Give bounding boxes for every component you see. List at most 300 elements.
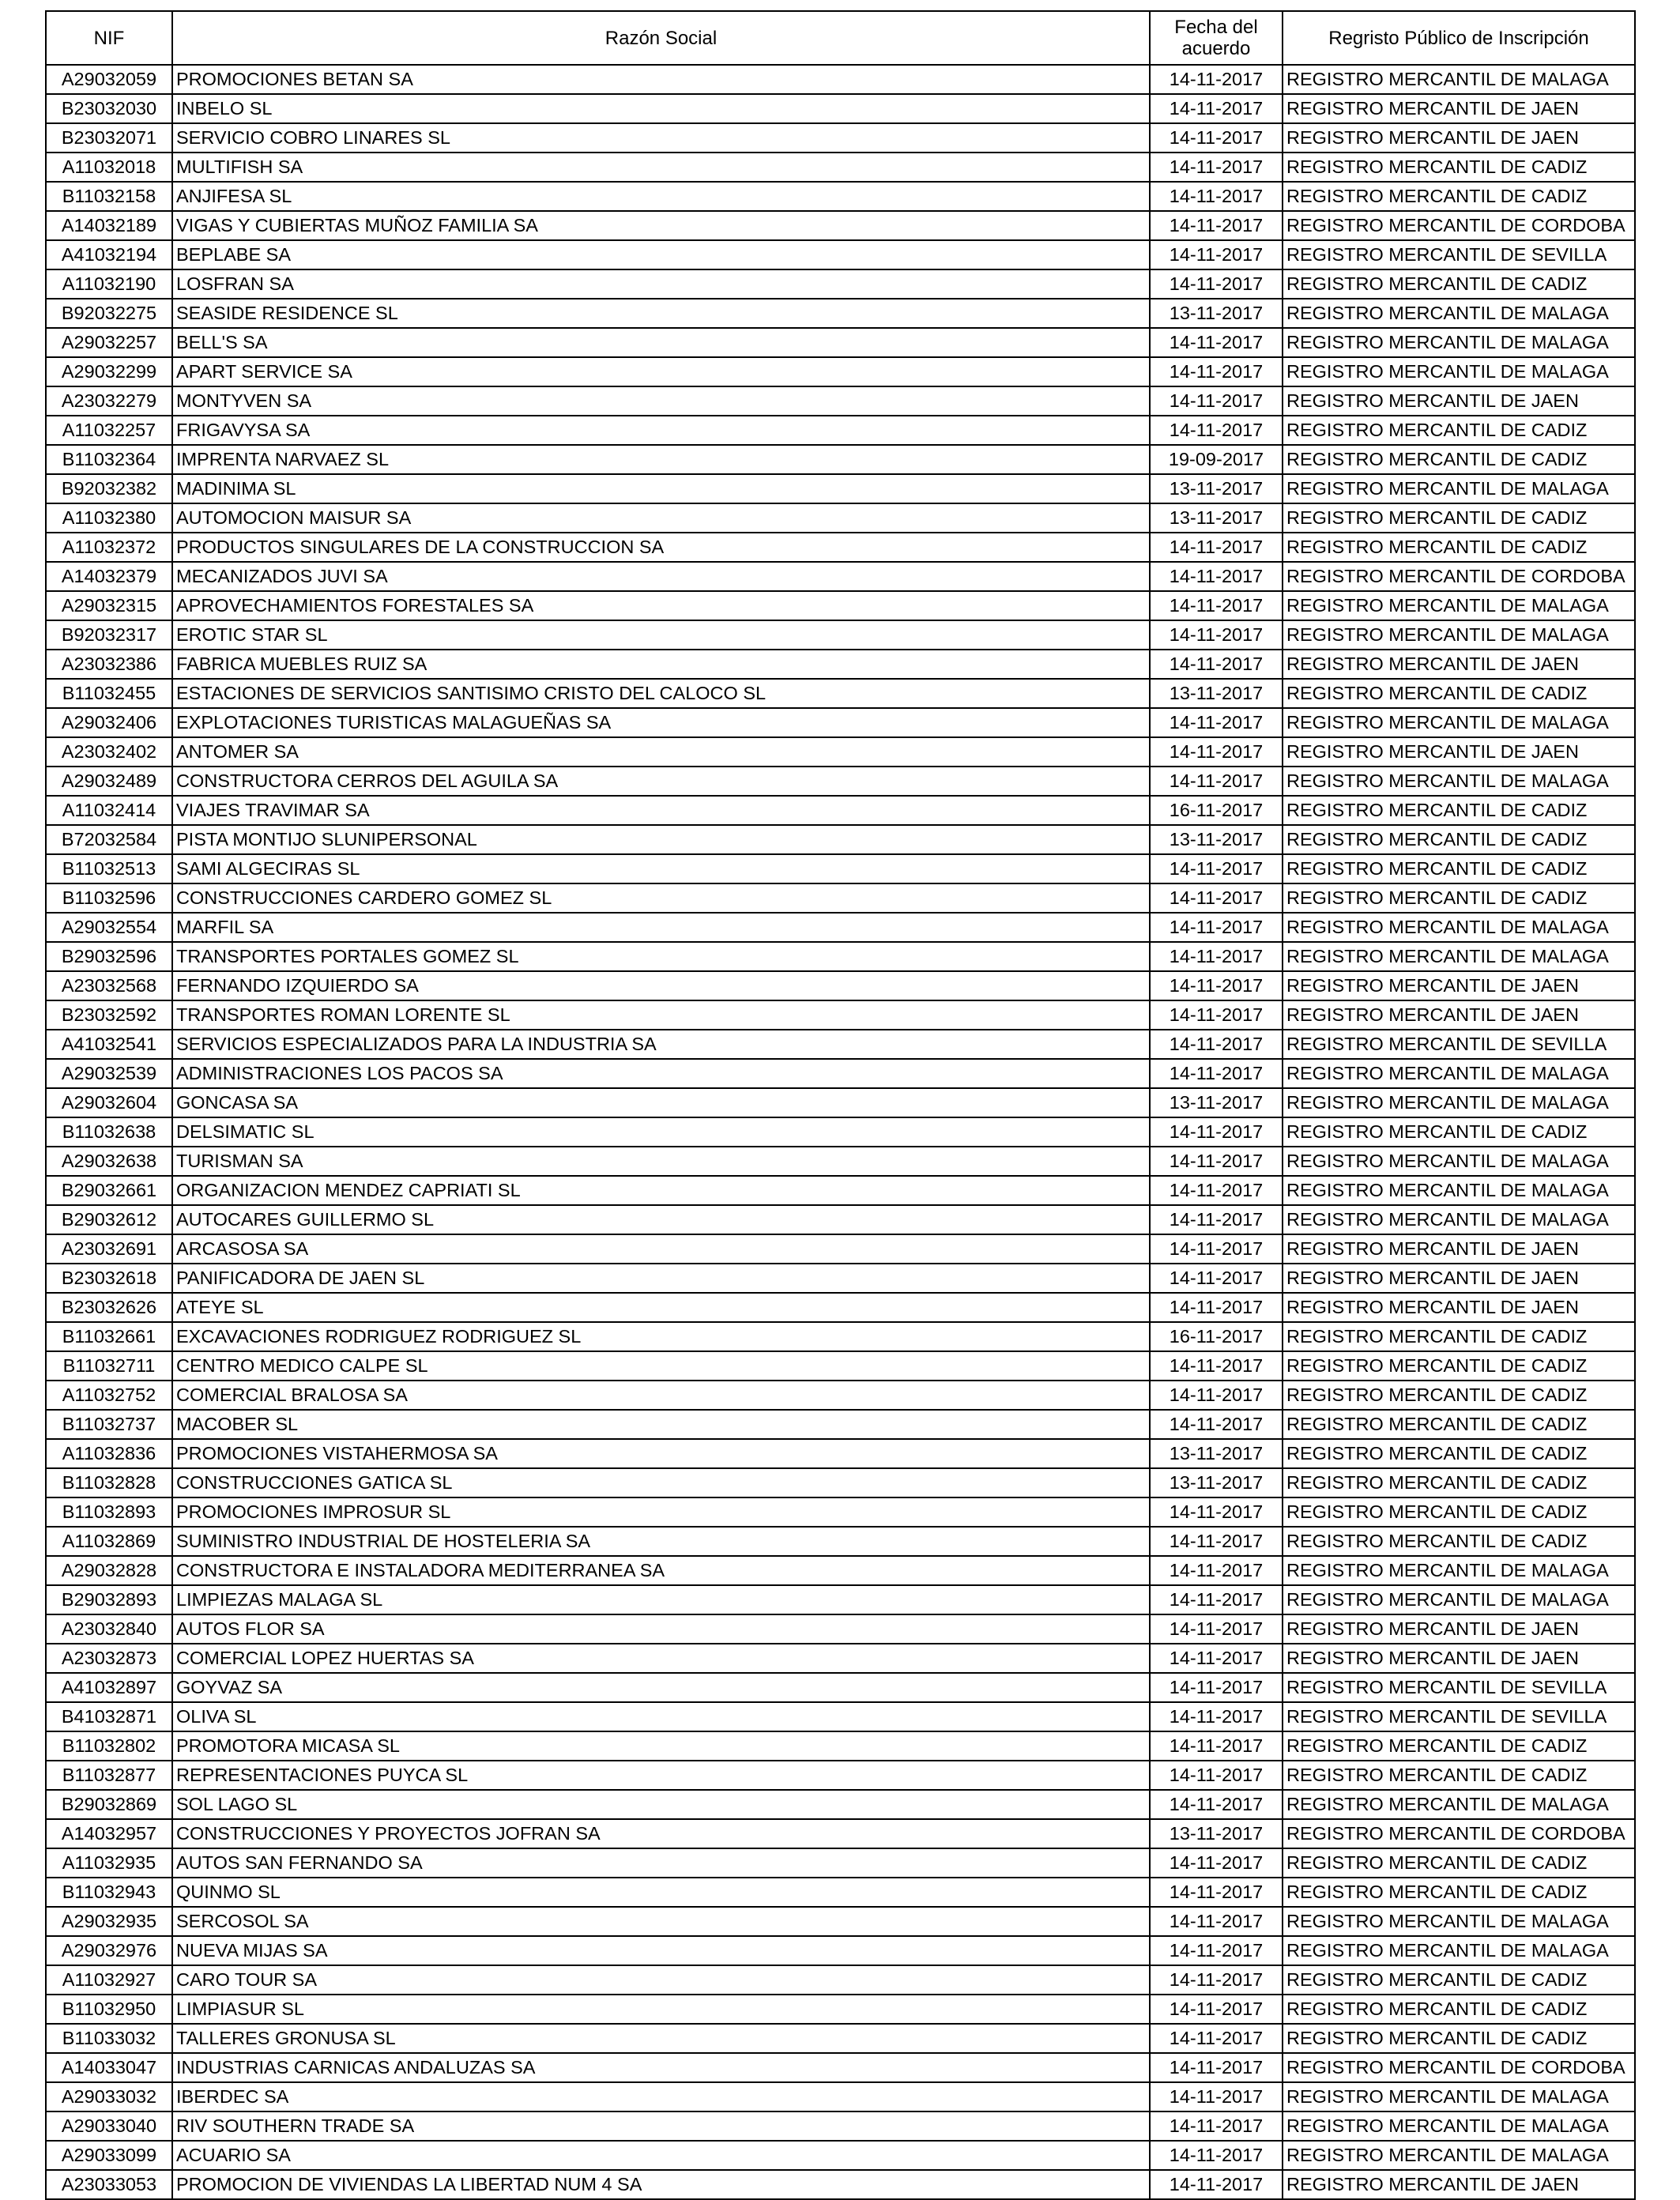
- cell-fecha: 14-11-2017: [1150, 1556, 1283, 1585]
- table-row: [46, 1878, 1635, 1907]
- cell-registro: REGISTRO MERCANTIL DE CADIZ: [1283, 796, 1635, 825]
- table-row: [46, 883, 1635, 913]
- table-row: [46, 767, 1635, 796]
- table-row: [46, 1731, 1635, 1761]
- table-row: [46, 240, 1635, 269]
- cell-nif: A11032190: [46, 269, 172, 299]
- cell-nif: A29032059: [46, 65, 172, 94]
- table-row: [46, 1468, 1635, 1497]
- cell-razon-social: PROMOCIONES VISTAHERMOSA SA: [172, 1439, 1150, 1468]
- cell-registro: REGISTRO MERCANTIL DE CADIZ: [1283, 1439, 1635, 1468]
- cell-fecha: 14-11-2017: [1150, 1965, 1283, 1995]
- cell-razon-social: APART SERVICE SA: [172, 357, 1150, 386]
- cell-fecha: 14-11-2017: [1150, 182, 1283, 211]
- cell-registro: REGISTRO MERCANTIL DE MALAGA: [1283, 2082, 1635, 2111]
- cell-registro: REGISTRO MERCANTIL DE JAEN: [1283, 1644, 1635, 1673]
- cell-razon-social: SERVICIO COBRO LINARES SL: [172, 123, 1150, 153]
- cell-razon-social: INBELO SL: [172, 94, 1150, 123]
- cell-registro: REGISTRO MERCANTIL DE CADIZ: [1283, 1468, 1635, 1497]
- cell-nif: A11032935: [46, 1848, 172, 1878]
- cell-razon-social: ADMINISTRACIONES LOS PACOS SA: [172, 1059, 1150, 1088]
- header-razon-social: Razón Social: [172, 11, 1150, 65]
- cell-razon-social: ANJIFESA SL: [172, 182, 1150, 211]
- cell-registro: REGISTRO MERCANTIL DE CADIZ: [1283, 1848, 1635, 1878]
- cell-razon-social: TRANSPORTES PORTALES GOMEZ SL: [172, 942, 1150, 971]
- cell-nif: A23032279: [46, 386, 172, 416]
- cell-fecha: 14-11-2017: [1150, 883, 1283, 913]
- cell-registro: REGISTRO MERCANTIL DE CADIZ: [1283, 533, 1635, 562]
- cell-razon-social: CONSTRUCCIONES GATICA SL: [172, 1468, 1150, 1497]
- cell-fecha: 14-11-2017: [1150, 2024, 1283, 2053]
- cell-razon-social: SAMI ALGECIRAS SL: [172, 854, 1150, 883]
- table-row: [46, 1351, 1635, 1381]
- cell-nif: B92032382: [46, 474, 172, 503]
- cell-registro: REGISTRO MERCANTIL DE JAEN: [1283, 386, 1635, 416]
- cell-registro: REGISTRO MERCANTIL DE CADIZ: [1283, 1965, 1635, 1995]
- cell-registro: REGISTRO MERCANTIL DE CADIZ: [1283, 854, 1635, 883]
- cell-registro: REGISTRO MERCANTIL DE MALAGA: [1283, 1176, 1635, 1205]
- cell-razon-social: AUTOMOCION MAISUR SA: [172, 503, 1150, 533]
- cell-registro: REGISTRO MERCANTIL DE CADIZ: [1283, 1527, 1635, 1556]
- cell-fecha: 16-11-2017: [1150, 796, 1283, 825]
- table-row: [46, 1322, 1635, 1351]
- cell-nif: A29032489: [46, 767, 172, 796]
- cell-fecha: 14-11-2017: [1150, 1410, 1283, 1439]
- cell-fecha: 14-11-2017: [1150, 1497, 1283, 1527]
- cell-nif: B23032618: [46, 1264, 172, 1293]
- cell-nif: A11032257: [46, 416, 172, 445]
- cell-fecha: 14-11-2017: [1150, 94, 1283, 123]
- cell-fecha: 14-11-2017: [1150, 2141, 1283, 2170]
- cell-nif: A29033099: [46, 2141, 172, 2170]
- cell-nif: A29032554: [46, 913, 172, 942]
- table-row: [46, 2053, 1635, 2082]
- cell-nif: A11032380: [46, 503, 172, 533]
- header-fecha-acuerdo: [1150, 11, 1283, 65]
- cell-fecha: 14-11-2017: [1150, 386, 1283, 416]
- cell-fecha: 14-11-2017: [1150, 1848, 1283, 1878]
- cell-registro: REGISTRO MERCANTIL DE CADIZ: [1283, 1878, 1635, 1907]
- table-row: [46, 123, 1635, 153]
- cell-nif: B41032871: [46, 1702, 172, 1731]
- cell-razon-social: PANIFICADORA DE JAEN SL: [172, 1264, 1150, 1293]
- cell-fecha: 13-11-2017: [1150, 1468, 1283, 1497]
- cell-registro: REGISTRO MERCANTIL DE CADIZ: [1283, 269, 1635, 299]
- cell-registro: REGISTRO MERCANTIL DE CORDOBA: [1283, 562, 1635, 591]
- cell-fecha: 13-11-2017: [1150, 299, 1283, 328]
- table-row: [46, 1936, 1635, 1965]
- cell-razon-social: RIV SOUTHERN TRADE SA: [172, 2111, 1150, 2141]
- cell-fecha: 14-11-2017: [1150, 942, 1283, 971]
- cell-fecha: 14-11-2017: [1150, 2082, 1283, 2111]
- cell-nif: B29032893: [46, 1585, 172, 1614]
- cell-nif: A29033040: [46, 2111, 172, 2141]
- table-row: [46, 1585, 1635, 1614]
- cell-razon-social: SERVICIOS ESPECIALIZADOS PARA LA INDUSTRIA SA: [172, 1030, 1150, 1059]
- cell-nif: B11032158: [46, 182, 172, 211]
- cell-nif: A11032372: [46, 533, 172, 562]
- cell-razon-social: VIGAS Y CUBIERTAS MUÑOZ FAMILIA SA: [172, 211, 1150, 240]
- cell-registro: REGISTRO MERCANTIL DE CADIZ: [1283, 416, 1635, 445]
- cell-razon-social: EXPLOTACIONES TURISTICAS MALAGUEÑAS SA: [172, 708, 1150, 737]
- cell-registro: REGISTRO MERCANTIL DE MALAGA: [1283, 1088, 1635, 1117]
- cell-razon-social: MADINIMA SL: [172, 474, 1150, 503]
- cell-razon-social: PISTA MONTIJO SLUNIPERSONAL: [172, 825, 1150, 854]
- cell-fecha: 14-11-2017: [1150, 533, 1283, 562]
- cell-razon-social: PROMOCIONES BETAN SA: [172, 65, 1150, 94]
- cell-fecha: 13-11-2017: [1150, 474, 1283, 503]
- table-row: [46, 971, 1635, 1000]
- cell-nif: B11032596: [46, 883, 172, 913]
- cell-nif: B11032802: [46, 1731, 172, 1761]
- cell-fecha: 14-11-2017: [1150, 1761, 1283, 1790]
- cell-registro: REGISTRO MERCANTIL DE CADIZ: [1283, 679, 1635, 708]
- cell-registro: REGISTRO MERCANTIL DE MALAGA: [1283, 1907, 1635, 1936]
- cell-fecha: 14-11-2017: [1150, 650, 1283, 679]
- cell-fecha: 14-11-2017: [1150, 854, 1283, 883]
- cell-nif: B11032877: [46, 1761, 172, 1790]
- table-row: [46, 854, 1635, 883]
- cell-registro: REGISTRO MERCANTIL DE MALAGA: [1283, 1205, 1635, 1234]
- cell-fecha: 14-11-2017: [1150, 1030, 1283, 1059]
- cell-fecha: 14-11-2017: [1150, 1117, 1283, 1147]
- cell-nif: B29032869: [46, 1790, 172, 1819]
- cell-razon-social: MACOBER SL: [172, 1410, 1150, 1439]
- cell-fecha: 14-11-2017: [1150, 1878, 1283, 1907]
- cell-fecha: 14-11-2017: [1150, 1381, 1283, 1410]
- cell-razon-social: AUTOCARES GUILLERMO SL: [172, 1205, 1150, 1234]
- cell-fecha: 16-11-2017: [1150, 1322, 1283, 1351]
- cell-registro: REGISTRO MERCANTIL DE MALAGA: [1283, 767, 1635, 796]
- cell-nif: B11032737: [46, 1410, 172, 1439]
- table-row: [46, 1907, 1635, 1936]
- cell-nif: B11032455: [46, 679, 172, 708]
- cell-fecha: 14-11-2017: [1150, 562, 1283, 591]
- cell-registro: REGISTRO MERCANTIL DE JAEN: [1283, 2170, 1635, 2199]
- cell-nif: B72032584: [46, 825, 172, 854]
- cell-razon-social: ARCASOSA SA: [172, 1234, 1150, 1264]
- cell-nif: B11032893: [46, 1497, 172, 1527]
- cell-razon-social: AUTOS FLOR SA: [172, 1614, 1150, 1644]
- cell-nif: A41032194: [46, 240, 172, 269]
- table-row: [46, 1614, 1635, 1644]
- cell-nif: A23032402: [46, 737, 172, 767]
- table-row: [46, 2170, 1635, 2199]
- table-row: [46, 328, 1635, 357]
- cell-registro: REGISTRO MERCANTIL DE CADIZ: [1283, 153, 1635, 182]
- cell-registro: REGISTRO MERCANTIL DE JAEN: [1283, 1234, 1635, 1264]
- cell-registro: REGISTRO MERCANTIL DE MALAGA: [1283, 1556, 1635, 1585]
- cell-razon-social: REPRESENTACIONES PUYCA SL: [172, 1761, 1150, 1790]
- cell-razon-social: TALLERES GRONUSA SL: [172, 2024, 1150, 2053]
- cell-registro: REGISTRO MERCANTIL DE MALAGA: [1283, 2141, 1635, 2170]
- cell-registro: REGISTRO MERCANTIL DE SEVILLA: [1283, 1030, 1635, 1059]
- cell-registro: REGISTRO MERCANTIL DE MALAGA: [1283, 474, 1635, 503]
- cell-razon-social: GOYVAZ SA: [172, 1673, 1150, 1702]
- cell-fecha: 14-11-2017: [1150, 1351, 1283, 1381]
- companies-table: [45, 10, 1636, 2200]
- header-nif: NIF: [46, 11, 172, 65]
- cell-fecha: 14-11-2017: [1150, 767, 1283, 796]
- cell-nif: B29032612: [46, 1205, 172, 1234]
- cell-fecha: 13-11-2017: [1150, 1439, 1283, 1468]
- cell-registro: REGISTRO MERCANTIL DE CADIZ: [1283, 1322, 1635, 1351]
- cell-registro: REGISTRO MERCANTIL DE CADIZ: [1283, 503, 1635, 533]
- table-row: [46, 1147, 1635, 1176]
- cell-razon-social: PRODUCTOS SINGULARES DE LA CONSTRUCCION SA: [172, 533, 1150, 562]
- cell-registro: REGISTRO MERCANTIL DE CADIZ: [1283, 2024, 1635, 2053]
- header-row: [46, 11, 1635, 65]
- table-row: [46, 445, 1635, 474]
- cell-registro: REGISTRO MERCANTIL DE MALAGA: [1283, 1059, 1635, 1088]
- cell-registro: REGISTRO MERCANTIL DE MALAGA: [1283, 942, 1635, 971]
- cell-nif: B11032661: [46, 1322, 172, 1351]
- cell-razon-social: TRANSPORTES ROMAN LORENTE SL: [172, 1000, 1150, 1030]
- table-row: [46, 1439, 1635, 1468]
- cell-fecha: 14-11-2017: [1150, 1234, 1283, 1264]
- cell-registro: REGISTRO MERCANTIL DE SEVILLA: [1283, 1673, 1635, 1702]
- cell-fecha: 14-11-2017: [1150, 708, 1283, 737]
- cell-razon-social: CONSTRUCCIONES CARDERO GOMEZ SL: [172, 883, 1150, 913]
- cell-registro: REGISTRO MERCANTIL DE MALAGA: [1283, 1790, 1635, 1819]
- cell-razon-social: EROTIC STAR SL: [172, 620, 1150, 650]
- cell-nif: A41032541: [46, 1030, 172, 1059]
- cell-razon-social: TURISMAN SA: [172, 1147, 1150, 1176]
- table-row: [46, 94, 1635, 123]
- cell-registro: REGISTRO MERCANTIL DE JAEN: [1283, 737, 1635, 767]
- cell-fecha: 14-11-2017: [1150, 2053, 1283, 2082]
- cell-fecha: 14-11-2017: [1150, 2111, 1283, 2141]
- cell-registro: REGISTRO MERCANTIL DE JAEN: [1283, 94, 1635, 123]
- cell-nif: A29033032: [46, 2082, 172, 2111]
- cell-fecha: 14-11-2017: [1150, 357, 1283, 386]
- cell-nif: A29032935: [46, 1907, 172, 1936]
- cell-nif: A29032406: [46, 708, 172, 737]
- cell-razon-social: AUTOS SAN FERNANDO SA: [172, 1848, 1150, 1878]
- cell-nif: A23032568: [46, 971, 172, 1000]
- cell-nif: B11033032: [46, 2024, 172, 2053]
- table-row: [46, 825, 1635, 854]
- cell-nif: B11032711: [46, 1351, 172, 1381]
- cell-nif: B92032317: [46, 620, 172, 650]
- cell-registro: REGISTRO MERCANTIL DE CADIZ: [1283, 1761, 1635, 1790]
- table-row: [46, 299, 1635, 328]
- cell-fecha: 14-11-2017: [1150, 1790, 1283, 1819]
- table-row: [46, 1556, 1635, 1585]
- cell-nif: A29032638: [46, 1147, 172, 1176]
- cell-registro: REGISTRO MERCANTIL DE CORDOBA: [1283, 1819, 1635, 1848]
- table-row: [46, 416, 1635, 445]
- cell-nif: A11032869: [46, 1527, 172, 1556]
- cell-razon-social: QUINMO SL: [172, 1878, 1150, 1907]
- cell-nif: A23032873: [46, 1644, 172, 1673]
- table-row: [46, 182, 1635, 211]
- cell-razon-social: VIAJES TRAVIMAR SA: [172, 796, 1150, 825]
- table-row: [46, 1234, 1635, 1264]
- table-row: [46, 796, 1635, 825]
- table-row: [46, 1117, 1635, 1147]
- cell-registro: REGISTRO MERCANTIL DE CADIZ: [1283, 182, 1635, 211]
- cell-registro: REGISTRO MERCANTIL DE CADIZ: [1283, 1117, 1635, 1147]
- table-row: [46, 211, 1635, 240]
- table-row: [46, 1176, 1635, 1205]
- cell-nif: A11032927: [46, 1965, 172, 1995]
- cell-fecha: 14-11-2017: [1150, 1264, 1283, 1293]
- cell-registro: REGISTRO MERCANTIL DE CORDOBA: [1283, 2053, 1635, 2082]
- cell-fecha: 13-11-2017: [1150, 1088, 1283, 1117]
- cell-registro: REGISTRO MERCANTIL DE CADIZ: [1283, 1731, 1635, 1761]
- cell-fecha: 14-11-2017: [1150, 1205, 1283, 1234]
- cell-nif: A29032299: [46, 357, 172, 386]
- cell-fecha: 14-11-2017: [1150, 620, 1283, 650]
- cell-fecha: 14-11-2017: [1150, 1702, 1283, 1731]
- cell-nif: A29032257: [46, 328, 172, 357]
- cell-nif: A14032957: [46, 1819, 172, 1848]
- table-row: [46, 2141, 1635, 2170]
- cell-fecha: 14-11-2017: [1150, 2170, 1283, 2199]
- table-row: [46, 1848, 1635, 1878]
- cell-nif: B23032071: [46, 123, 172, 153]
- table-row: [46, 1761, 1635, 1790]
- cell-fecha: 13-11-2017: [1150, 1819, 1283, 1848]
- cell-razon-social: NUEVA MIJAS SA: [172, 1936, 1150, 1965]
- table-row: [46, 650, 1635, 679]
- cell-registro: REGISTRO MERCANTIL DE MALAGA: [1283, 1936, 1635, 1965]
- table-row: [46, 269, 1635, 299]
- cell-nif: B23032592: [46, 1000, 172, 1030]
- cell-razon-social: SERCOSOL SA: [172, 1907, 1150, 1936]
- cell-registro: REGISTRO MERCANTIL DE MALAGA: [1283, 620, 1635, 650]
- cell-fecha: 14-11-2017: [1150, 1000, 1283, 1030]
- table-row: [46, 1673, 1635, 1702]
- table-row: [46, 2111, 1635, 2141]
- cell-fecha: 14-11-2017: [1150, 1936, 1283, 1965]
- table-row: [46, 620, 1635, 650]
- cell-razon-social: CONSTRUCTORA E INSTALADORA MEDITERRANEA SA: [172, 1556, 1150, 1585]
- cell-nif: A11032414: [46, 796, 172, 825]
- cell-fecha: 14-11-2017: [1150, 591, 1283, 620]
- cell-nif: A29032604: [46, 1088, 172, 1117]
- cell-registro: REGISTRO MERCANTIL DE JAEN: [1283, 650, 1635, 679]
- cell-nif: A14032379: [46, 562, 172, 591]
- cell-razon-social: ORGANIZACION MENDEZ CAPRIATI SL: [172, 1176, 1150, 1205]
- cell-registro: REGISTRO MERCANTIL DE JAEN: [1283, 1264, 1635, 1293]
- cell-nif: B11032828: [46, 1468, 172, 1497]
- table-row: [46, 2082, 1635, 2111]
- cell-nif: B92032275: [46, 299, 172, 328]
- table-row: [46, 533, 1635, 562]
- cell-razon-social: COMERCIAL BRALOSA SA: [172, 1381, 1150, 1410]
- cell-registro: REGISTRO MERCANTIL DE MALAGA: [1283, 591, 1635, 620]
- cell-razon-social: GONCASA SA: [172, 1088, 1150, 1117]
- cell-fecha: 14-11-2017: [1150, 913, 1283, 942]
- table-row: [46, 474, 1635, 503]
- cell-nif: B11032638: [46, 1117, 172, 1147]
- table-row: [46, 942, 1635, 971]
- cell-razon-social: FABRICA MUEBLES RUIZ SA: [172, 650, 1150, 679]
- cell-razon-social: ATEYE SL: [172, 1293, 1150, 1322]
- table-row: [46, 1965, 1635, 1995]
- cell-fecha: 14-11-2017: [1150, 153, 1283, 182]
- cell-registro: REGISTRO MERCANTIL DE MALAGA: [1283, 299, 1635, 328]
- table-row: [46, 1205, 1635, 1234]
- table-row: [46, 1790, 1635, 1819]
- cell-nif: A11032018: [46, 153, 172, 182]
- cell-nif: B11032513: [46, 854, 172, 883]
- cell-fecha: 14-11-2017: [1150, 416, 1283, 445]
- cell-registro: REGISTRO MERCANTIL DE MALAGA: [1283, 328, 1635, 357]
- cell-razon-social: ACUARIO SA: [172, 2141, 1150, 2170]
- cell-nif: A29032828: [46, 1556, 172, 1585]
- cell-fecha: 14-11-2017: [1150, 65, 1283, 94]
- table-row: [46, 1088, 1635, 1117]
- cell-registro: REGISTRO MERCANTIL DE CORDOBA: [1283, 211, 1635, 240]
- cell-razon-social: FRIGAVYSA SA: [172, 416, 1150, 445]
- cell-registro: REGISTRO MERCANTIL DE MALAGA: [1283, 1147, 1635, 1176]
- cell-razon-social: LIMPIASUR SL: [172, 1995, 1150, 2024]
- cell-nif: B29032661: [46, 1176, 172, 1205]
- cell-razon-social: LIMPIEZAS MALAGA SL: [172, 1585, 1150, 1614]
- cell-fecha: 14-11-2017: [1150, 211, 1283, 240]
- cell-razon-social: MECANIZADOS JUVI SA: [172, 562, 1150, 591]
- cell-registro: REGISTRO MERCANTIL DE CADIZ: [1283, 883, 1635, 913]
- table-row: [46, 1644, 1635, 1673]
- table-row: [46, 1497, 1635, 1527]
- cell-nif: B29032596: [46, 942, 172, 971]
- cell-fecha: 14-11-2017: [1150, 1614, 1283, 1644]
- cell-razon-social: CARO TOUR SA: [172, 1965, 1150, 1995]
- cell-nif: B23032030: [46, 94, 172, 123]
- cell-fecha: 14-11-2017: [1150, 240, 1283, 269]
- cell-fecha: 14-11-2017: [1150, 1995, 1283, 2024]
- cell-fecha: 14-11-2017: [1150, 1059, 1283, 1088]
- table-row: [46, 913, 1635, 942]
- cell-registro: REGISTRO MERCANTIL DE CADIZ: [1283, 1381, 1635, 1410]
- cell-registro: REGISTRO MERCANTIL DE MALAGA: [1283, 65, 1635, 94]
- cell-registro: REGISTRO MERCANTIL DE CADIZ: [1283, 825, 1635, 854]
- cell-fecha: 14-11-2017: [1150, 1147, 1283, 1176]
- cell-fecha: 13-11-2017: [1150, 679, 1283, 708]
- cell-registro: REGISTRO MERCANTIL DE JAEN: [1283, 971, 1635, 1000]
- cell-nif: A23033053: [46, 2170, 172, 2199]
- cell-nif: A11032836: [46, 1439, 172, 1468]
- cell-razon-social: CONSTRUCCIONES Y PROYECTOS JOFRAN SA: [172, 1819, 1150, 1848]
- cell-razon-social: COMERCIAL LOPEZ HUERTAS SA: [172, 1644, 1150, 1673]
- cell-fecha: 19-09-2017: [1150, 445, 1283, 474]
- cell-razon-social: SOL LAGO SL: [172, 1790, 1150, 1819]
- cell-razon-social: FERNANDO IZQUIERDO SA: [172, 971, 1150, 1000]
- cell-nif: B11032364: [46, 445, 172, 474]
- cell-nif: B11032943: [46, 1878, 172, 1907]
- header-fecha-line1: Fecha del: [1174, 17, 1258, 38]
- table-row: [46, 386, 1635, 416]
- table-row: [46, 1059, 1635, 1088]
- header-registro: Regristo Público de Inscripción: [1283, 11, 1635, 65]
- cell-razon-social: LOSFRAN SA: [172, 269, 1150, 299]
- cell-fecha: 14-11-2017: [1150, 971, 1283, 1000]
- cell-registro: REGISTRO MERCANTIL DE MALAGA: [1283, 708, 1635, 737]
- cell-fecha: 14-11-2017: [1150, 1644, 1283, 1673]
- cell-razon-social: CENTRO MEDICO CALPE SL: [172, 1351, 1150, 1381]
- cell-razon-social: IBERDEC SA: [172, 2082, 1150, 2111]
- cell-razon-social: INDUSTRIAS CARNICAS ANDALUZAS SA: [172, 2053, 1150, 2082]
- table-row: [46, 1000, 1635, 1030]
- cell-nif: A11032752: [46, 1381, 172, 1410]
- cell-registro: REGISTRO MERCANTIL DE MALAGA: [1283, 1585, 1635, 1614]
- table-row: [46, 2024, 1635, 2053]
- cell-registro: REGISTRO MERCANTIL DE SEVILLA: [1283, 1702, 1635, 1731]
- table-row: [46, 1995, 1635, 2024]
